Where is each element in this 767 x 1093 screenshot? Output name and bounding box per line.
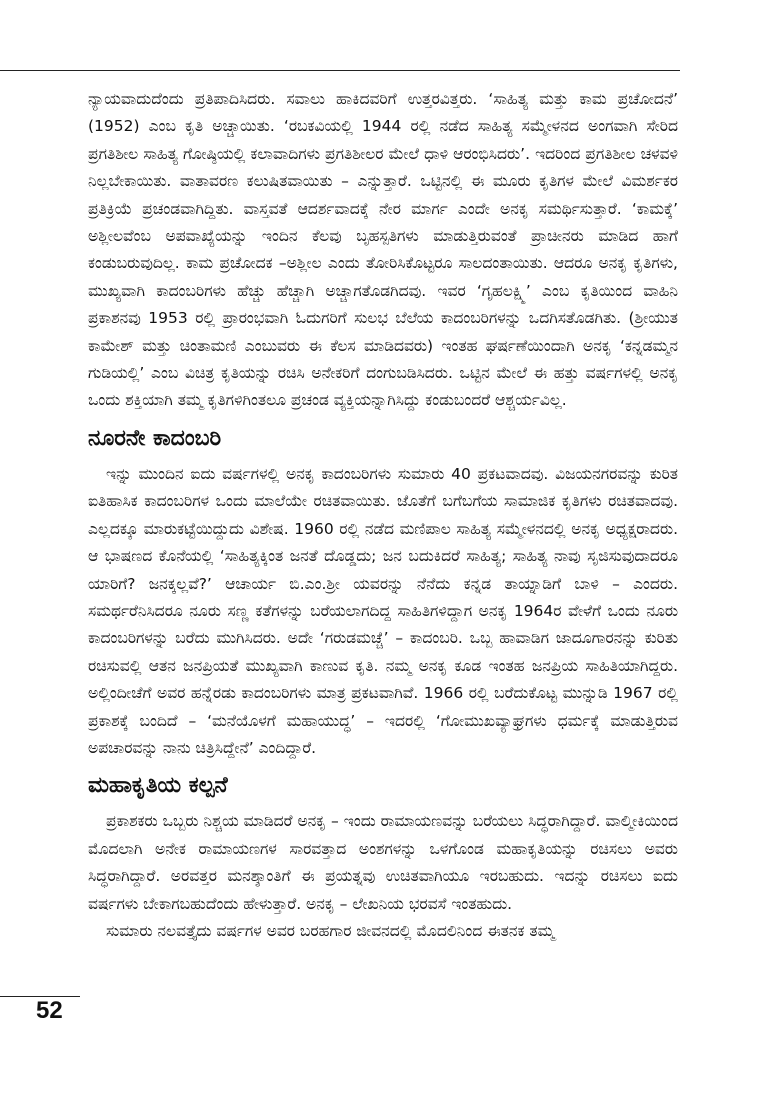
top-rule xyxy=(0,70,680,71)
paragraph-3: ಪ್ರಕಾಶಕರು ಒಬ್ಬರು ನಿಶ್ಚಯ ಮಾಡಿದರೆ ಅನಕೃ – ಇಂದು ರಾಮಾಯಣವನ್ನು ಬರೆಯಲು ಸಿದ್ಧರಾಗಿದ್ದಾರೆ. ವಾಲ್ಮೀಕಿಯಿಂದ ಮೊದಲಾಗಿ ಅನೇಕ ರಾಮಾಯಣಗಳ ಸಾರವತ್ತಾದ ಅಂಶಗಳನ್ನು ಒಳಗೊಂಡ ಮಹಾಕೃತಿಯನ್ನು ರಚಿಸಲು ಅವರು ಸಿದ್ಧರಾಗಿದ್ದಾರೆ. ಅರವತ್ತರ ಮನಶ್ಶಾಂತಿಗೆ ಈ ಪ್ರಯತ್ನವು ಉಚಿತವಾಗಿಯೂ ಇರಬಹುದು. ಇದನ್ನು ರಚಿಸಲು ಐದು ವರ್ಷಗಳು ಬೇಕಾಗಬಹುದೆಂದು ಹೇಳುತ್ತಾರೆ. ಅನಕೃ – ಲೇಖನಿಯ ಭರವಸೆ ಇಂತಹುದು. xyxy=(88,812,678,913)
paragraph-4: ಸುಮಾರು ನಲವತ್ತೈದು ವರ್ಷಗಳ ಅವರ ಬರಹಗಾರ ಜೀವನದಲ್ಲಿ ಮೊದಲಿನಿಂದ ಈತನಕ ತಮ್ಮ xyxy=(106,921,555,940)
paragraph-2: ಇನ್ನು ಮುಂದಿನ ಐದು ವರ್ಷಗಳಲ್ಲಿ ಅನಕೃ ಕಾದಂಬರಿಗಳು ಸುಮಾರು 40 ಪ್ರಕಟವಾದವು. ವಿಜಯನಗರವನ್ನು ಕುರಿತ ಐತಿಹಾಸಿಕ ಕಾದಂಬರಿಗಳ ಒಂದು ಮಾಲೆಯೇ ರಚಿತವಾಯಿತು. ಜೊತೆಗೆ ಬಗೆಬಗೆಯ ಸಾಮಾಜಿಕ ಕೃತಿಗಳು ರಚಿತವಾದವು. ಎಲ್ಲದಕ್ಕೂ ಮಾರುಕಟ್ಟೆಯಿದ್ದುದು ವಿಶೇಷ. 1960 ರಲ್ಲಿ ನಡೆದ ಮಣಿಪಾಲ ಸಾಹಿತ್ಯ ಸಮ್ಮೇಳನದಲ್ಲಿ ಅನಕೃ ಅಧ್ಯಕ್ಷರಾದರು. ಆ ಭಾಷಣದ ಕೊನೆಯಲ್ಲಿ ‘ಸಾಹಿತ್ಯಕ್ಕಿಂತ ಜನತೆ ದೊಡ್ಡದು; ಜನ ಬದುಕಿದರೆ ಸಾಹಿತ್ಯ; ಸಾಹಿತ್ಯ ನಾವು ಸೃಜಿಸುವುದಾದರೂ ಯಾರಿಗೆ? ಜನಕ್ಕಲ್ಲವೆ?’ ಆಚಾರ್ಯ ಬಿ.ಎಂ.ಶ್ರೀ ಯವರನ್ನು ನೆನೆದು ಕನ್ನಡ ತಾಯ್ನಾಡಿಗೆ ಬಾಳಿ – ಎಂದರು. ಸಮರ್ಥರೆನಿಸಿದರೂ ನೂರು ಸಣ್ಣ ಕತೆಗಳನ್ನು ಬರೆಯಲಾಗದಿದ್ದ ಸಾಹಿತಿಗಳಿದ್ದಾಗ ಅನಕೃ 1964ರ ವೇಳೆಗೆ ಒಂದು ನೂರು ಕಾದಂಬರಿಗಳನ್ನು ಬರೆದು ಮುಗಿಸಿದರು. ಅದೇ ‘ಗರುಡಮಚ್ಚೆ’ – ಕಾದಂಬರಿ. ಒಬ್ಬ ಹಾವಾಡಿಗ ಜಾದೂಗಾರನನ್ನು ಕುರಿತು ರಚಿಸುವಲ್ಲಿ ಆತನ ಜನಪ್ರಿಯತೆ ಮುಖ್ಯವಾಗಿ ಕಾಣುವ ಕೃತಿ. ನಮ್ಮ ಅನಕೃ ಕೂಡ ಇಂತಹ ಜನಪ್ರಿಯ ಸಾಹಿತಿಯಾಗಿದ್ದರು. ಅಲ್ಲಿಂದೀಚೆಗೆ ಅವರ ಹನ್ನೆರಡು ಕಾದಂಬರಿಗಳು ಮಾತ್ರ ಪ್ರಕಟವಾಗಿವೆ. 1966 ರಲ್ಲಿ ಬರೆದುಕೊಟ್ಟ ಮುನ್ನುಡಿ 1967 ರಲ್ಲಿ ಪ್ರಕಾಶಕ್ಕೆ ಬಂದಿದೆ – ‘ಮನೆಯೊಳಗೆ ಮಹಾಯುದ್ಧ’ – ಇದರಲ್ಲಿ ‘ಗೋಮುಖವ್ಯಾಘ್ರಗಳು ಧರ್ಮಕ್ಕೆ ಮಾಡುತ್ತಿರುವ ಅಪಚಾರವನ್ನು ನಾನು ಚಿತ್ರಿಸಿದ್ದೇನೆ’ ಎಂದಿದ್ದಾರೆ. xyxy=(88,464,678,757)
page-body xyxy=(88,86,678,945)
section-heading-great-work: ಮಹಾಕೃತಿಯ ಕಲ್ಪನೆ xyxy=(88,773,228,799)
page-number: 52 xyxy=(36,997,63,1024)
paragraph-1: ನ್ಯಾಯವಾದುದೆಂದು ಪ್ರತಿಪಾದಿಸಿದರು. ಸವಾಲು ಹಾಕಿದವರಿಗೆ ಉತ್ತರವಿತ್ತರು. ‘ಸಾಹಿತ್ಯ ಮತ್ತು ಕಾಮ ಪ್ರಚೋದನೆ’ (1952) ಎಂಬ ಕೃತಿ ಅಚ್ಚಾಯಿತು. ‘ರಬಕವಿಯಲ್ಲಿ 1944 ರಲ್ಲಿ ನಡೆದ ಸಾಹಿತ್ಯ ಸಮ್ಮೇಳನದ ಅಂಗವಾಗಿ ಸೇರಿದ ಪ್ರಗತಿಶೀಲ ಸಾಹಿತ್ಯ ಗೋಷ್ಠಿಯಲ್ಲಿ ಕಲಾವಾದಿಗಳು ಪ್ರಗತಿಶೀಲರ ಮೇಲೆ ಧಾಳಿ ಆರಂಭಿಸಿದರು’. ಇದರಿಂದ ಪ್ರಗತಿಶೀಲ ಚಳವಳಿ ನಿಲ್ಲಬೇಕಾಯಿತು. ವಾತಾವರಣ ಕಲುಷಿತವಾಯಿತು – ಎನ್ನುತ್ತಾರೆ. ಒಟ್ಟಿನಲ್ಲಿ ಈ ಮೂರು ಕೃತಿಗಳ ಮೇಲೆ ವಿಮರ್ಶಕರ ಪ್ರತಿಕ್ರಿಯೆ ಪ್ರಚಂಡವಾಗಿದ್ದಿತು. ವಾಸ್ತವತೆ ಆದರ್ಶವಾದಕ್ಕೆ ನೇರ ಮಾರ್ಗ ಎಂದೇ ಅನಕೃ ಸಮರ್ಥಿಸುತ್ತಾರೆ. ‘ಕಾಮಕ್ಕೆ’ ಅಶ್ಲೀಲವೆಂಬ ಅಪವಾಖ್ಯೆಯನ್ನು ಇಂದಿನ ಕೆಲವು ಬೃಹಸ್ಪತಿಗಳು ಮಾಡುತ್ತಿರುವಂತೆ ಪ್ರಾಚೀನರು ಮಾಡಿದ ಹಾಗೆ ಕಂಡುಬರುವುದಿಲ್ಲ. ಕಾಮ ಪ್ರಚೋದಕ –ಅಶ್ಲೀಲ ಎಂದು ತೋರಿಸಿಕೊಟ್ಟರೂ ಸಾಲದಂತಾಯಿತು. ಆದರೂ ಅನಕೃ ಕೃತಿಗಳು, ಮುಖ್ಯವಾಗಿ ಕಾದಂಬರಿಗಳು ಹೆಚ್ಚು ಹೆಚ್ಚಾಗಿ ಅಚ್ಚಾಗತೊಡಗಿದವು. ಇವರ ‘ಗೃಹಲಕ್ಷ್ಮಿ’ ಎಂಬ ಕೃತಿಯಿಂದ ವಾಹಿನಿ ಪ್ರಕಾಶನವು 1953 ರಲ್ಲಿ ಪ್ರಾರಂಭವಾಗಿ ಓದುಗರಿಗೆ ಸುಲಭ ಬೆಲೆಯ ಕಾದಂಬರಿಗಳನ್ನು ಒದಗಿಸತೊಡಗಿತು. (ಶ್ರೀಯುತ ಕಾಮೇಶ್ ಮತ್ತು ಚಿಂತಾಮಣಿ ಎಂಬುವರು ಈ ಕೆಲಸ ಮಾಡಿದವರು) ಇಂತಹ ಘರ್ಷಣೆಯಿಂದಾಗಿ ಅನಕೃ ‘ಕನ್ನಡಮ್ಮನ ಗುಡಿಯಲ್ಲಿ’ ಎಂಬ ವಿಚಿತ್ರ ಕೃತಿಯನ್ನು ರಚಿಸಿ ಅನೇಕರಿಗೆ ದಂಗುಬಡಿಸಿದರು. ಒಟ್ಟಿನ ಮೇಲೆ ಈ ಹತ್ತು ವರ್ಷಗಳಲ್ಲಿ ಅನಕೃ ಒಂದು ಶಕ್ತಿಯಾಗಿ ತಮ್ಮ ಕೃತಿಗಳಿಗಿಂತಲೂ ಪ್ರಚಂಡ ವ್ಯಕ್ತಿಯನ್ನಾಗಿಸಿದ್ದು ಕಂಡುಬಂದರೆ ಆಶ್ಚರ್ಯವಿಲ್ಲ. xyxy=(88,90,678,410)
section-heading-hundredth-novel: ನೂರನೇ ಕಾದಂಬರಿ xyxy=(88,425,222,451)
